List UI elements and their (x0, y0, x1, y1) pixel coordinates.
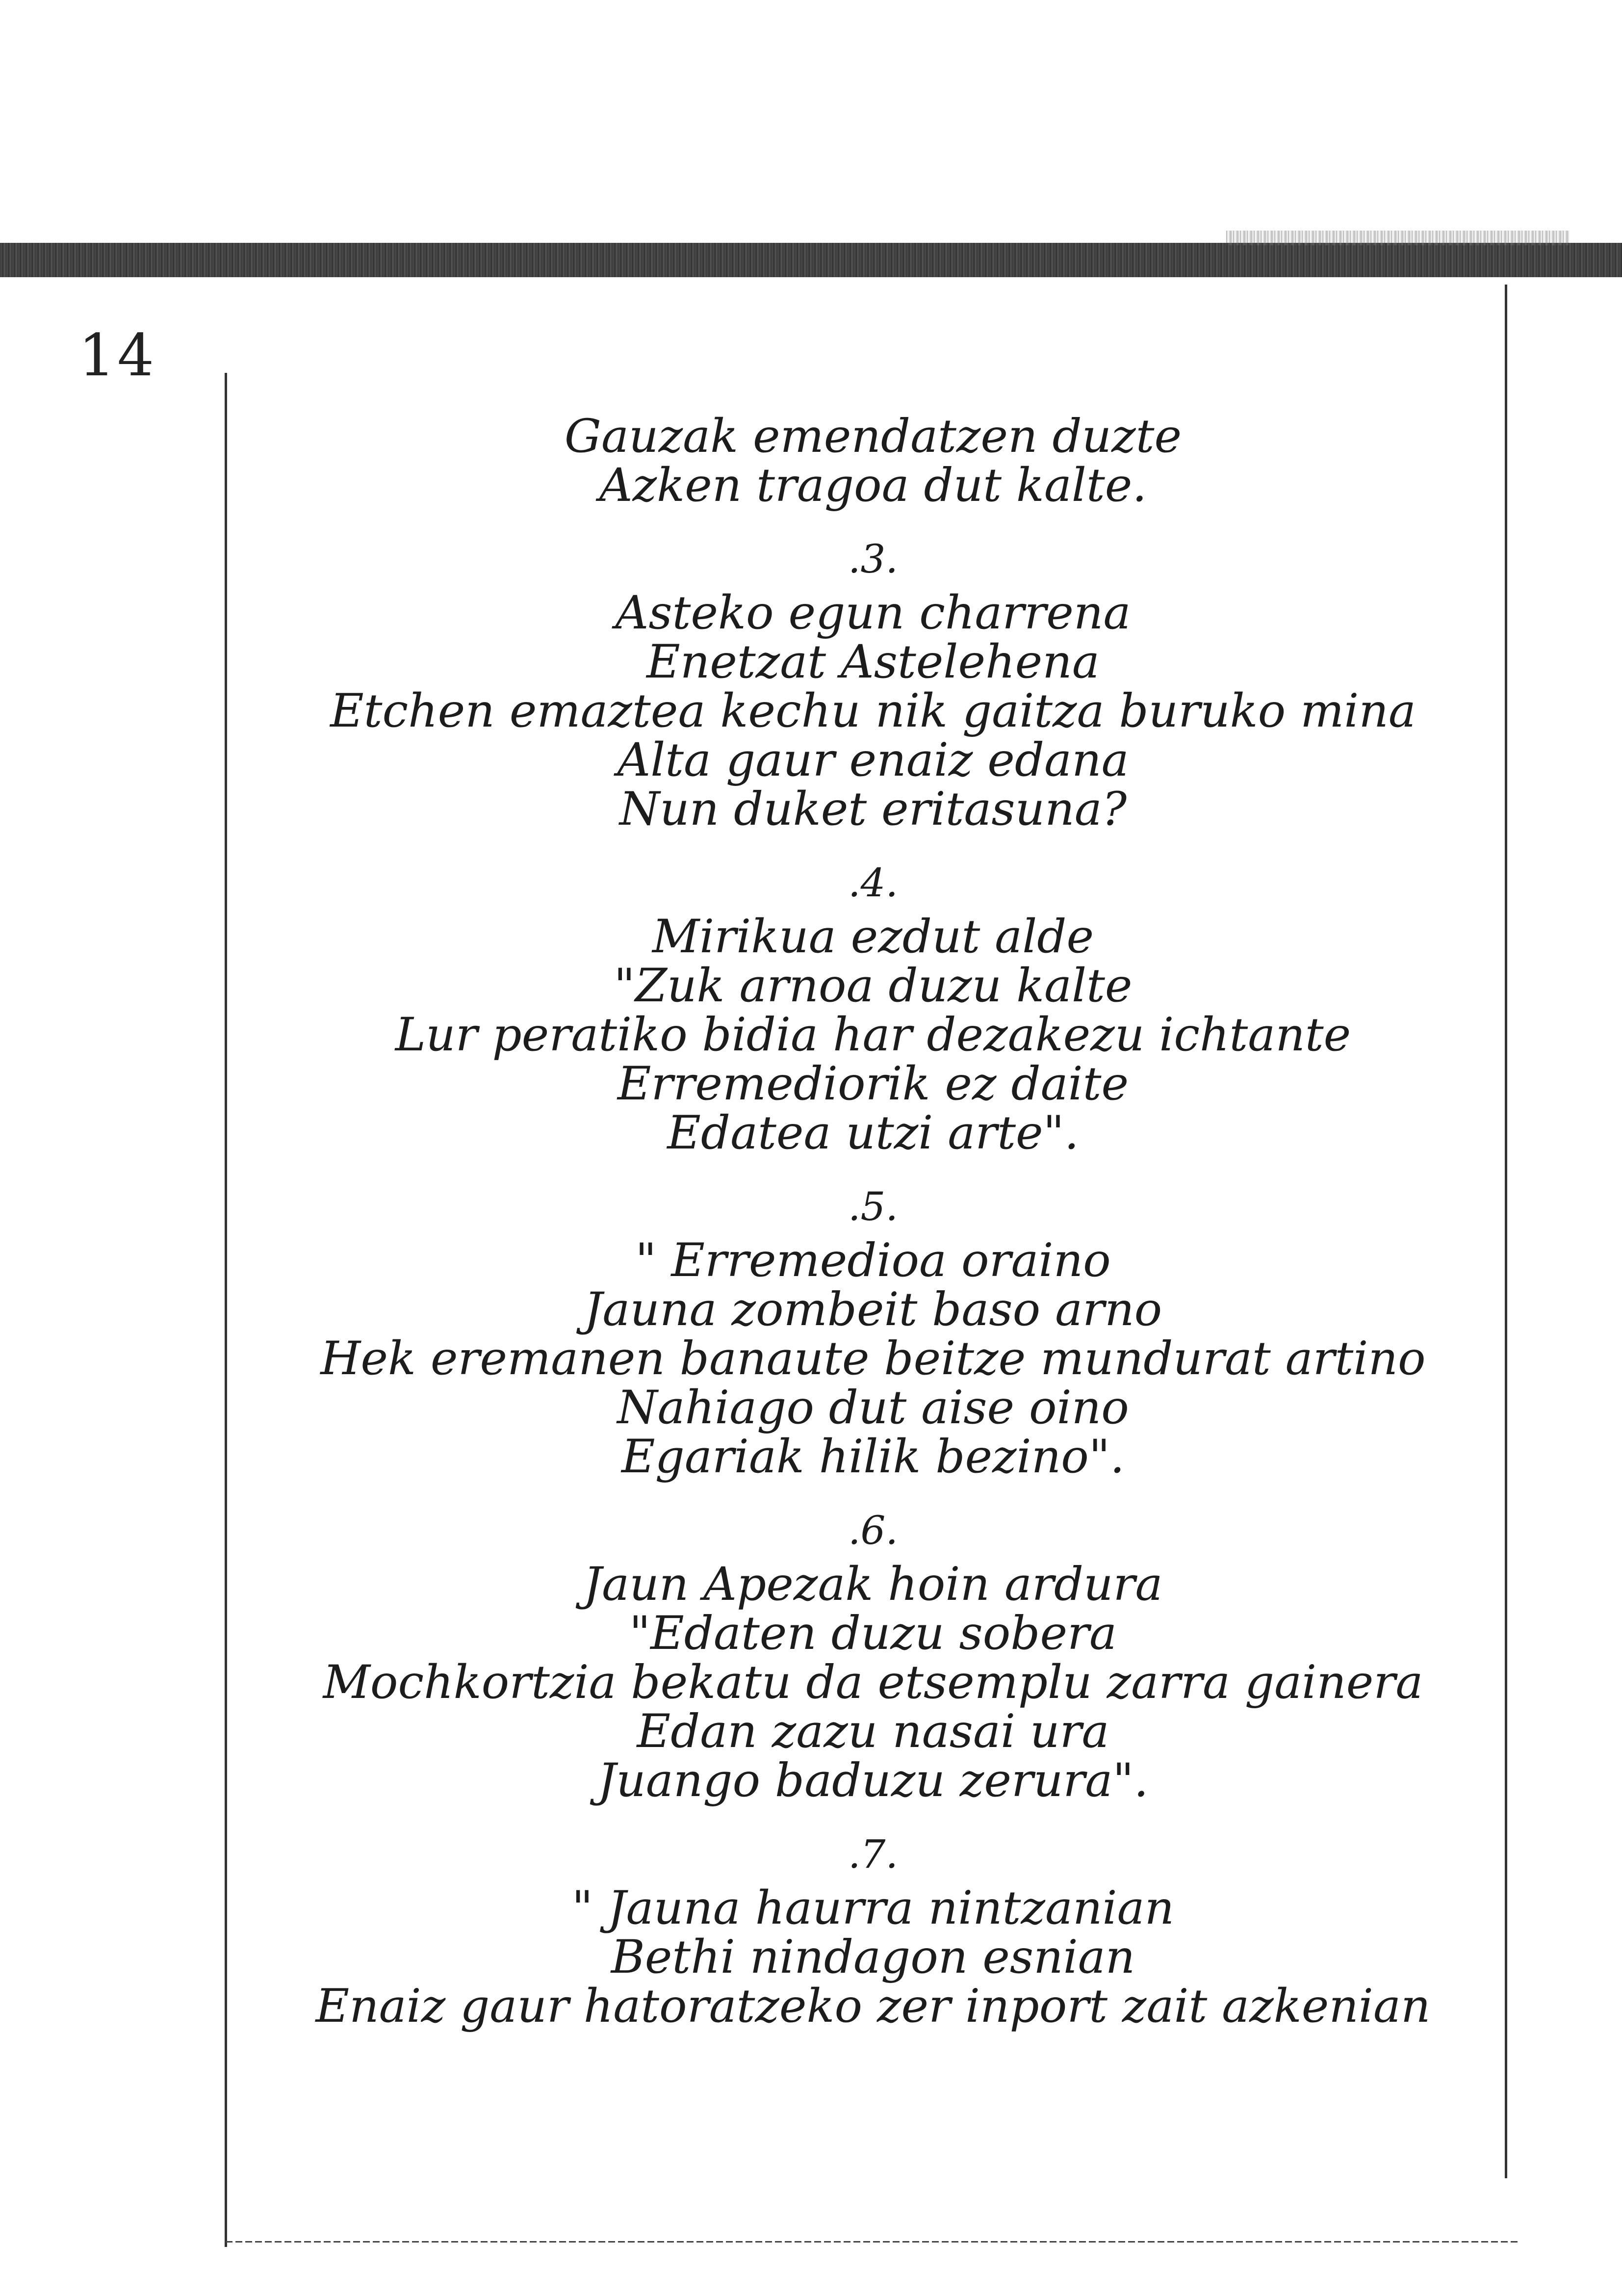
stanza-continued (255, 412, 1491, 510)
stanza-6 (255, 1501, 1491, 1805)
verse-line: Erremediorik ez daite (617, 1057, 1129, 1111)
verse-line: Hek eremanen banaute beitze mundurat artino (320, 1332, 1426, 1385)
verse-line: Nun duket eritasuna? (619, 783, 1127, 836)
verse-line: Juango baduzu zerura". (597, 1754, 1149, 1807)
scan-top-band-fade (1226, 231, 1570, 245)
verse-line: "Zuk arnoa duzu kalte (614, 959, 1133, 1013)
verse-line: Mirikua ezdut alde (652, 910, 1094, 964)
left-margin-rule (225, 373, 227, 2247)
verse-line: Bethi nindagon esnian (611, 1931, 1135, 1984)
verse-line: Enetzat Astelehena (646, 635, 1100, 689)
verse-line: " Jauna haurra nintzanian (571, 1881, 1175, 1935)
verse-line: Jaun Apezak hoin ardura (583, 1558, 1163, 1611)
verse-line: Egariak hilik bezino". (621, 1430, 1125, 1484)
verse-line: Asteko egun charrena (615, 586, 1131, 640)
verse-line: Mochkortzia bekatu da etsemplu zarra gainera (323, 1656, 1423, 1709)
verse-line: Gauzak emendatzen duzte (564, 410, 1182, 463)
stanza-5 (255, 1177, 1491, 1482)
verses (255, 412, 1491, 2031)
verse-line: Azken tragoa dut kalte. (599, 459, 1147, 512)
verse-line: Alta gaur enaiz edana (617, 733, 1129, 787)
bottom-rule (226, 2241, 1520, 2243)
right-margin-rule (1505, 285, 1507, 2178)
stanza-number: .6. (848, 1508, 898, 1553)
stanza-number: .5. (848, 1184, 898, 1229)
stanza-number: .3. (848, 536, 898, 582)
stanza-7 (255, 1825, 1491, 2031)
stanza-4 (255, 854, 1491, 1158)
stanza-number: .7. (848, 1831, 898, 1877)
verse-line: Edan zazu nasai ura (637, 1705, 1109, 1758)
verse-line: Enaiz gaur hatoratzeko zer inport zait azkenian (315, 1980, 1431, 2033)
verse-line: " Erremedioa oraino (635, 1234, 1111, 1287)
verse-line: "Edaten duzu sobera (629, 1607, 1117, 1660)
page-number: 14 (78, 321, 156, 389)
verse-line: Edatea utzi arte". (667, 1106, 1079, 1160)
stanza-3 (255, 530, 1491, 834)
stanza-number: .4. (848, 860, 898, 906)
verse-line: Lur peratiko bidia har dezakezu ichtante (395, 1008, 1351, 1062)
verse-line: Nahiago dut aise oino (617, 1381, 1129, 1435)
verse-line: Jauna zombeit baso arno (584, 1283, 1162, 1336)
scan-top-band (0, 243, 1622, 277)
verse-line: Etchen emaztea kechu nik gaitza buruko mina (330, 684, 1416, 738)
